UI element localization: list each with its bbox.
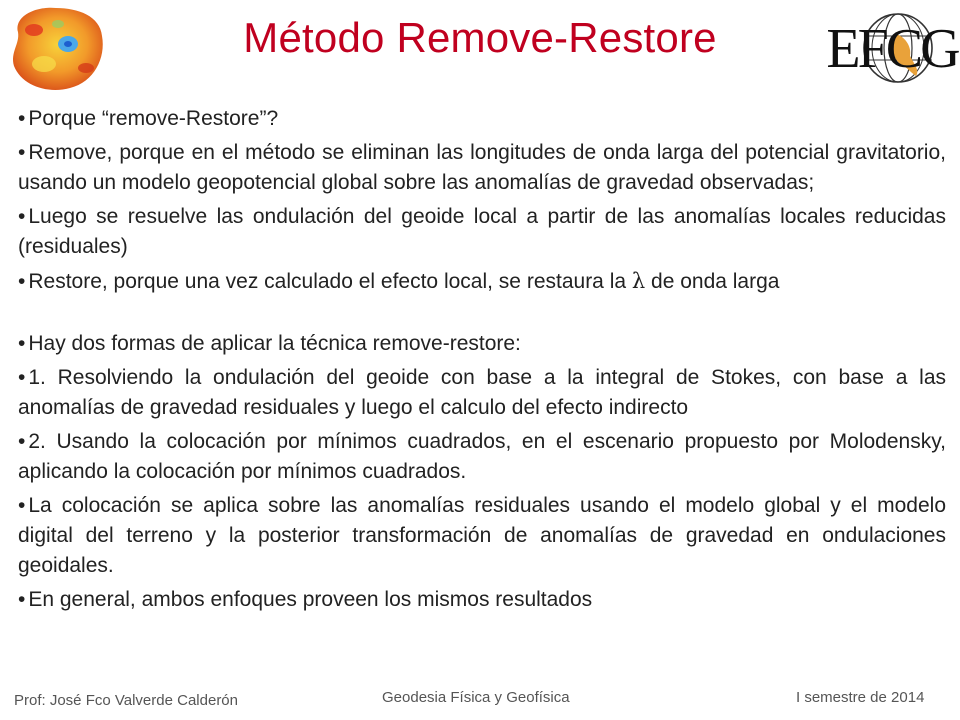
bullet-text: 2. Usando la colocación por mínimos cuadrados, en el escenario propuesto por Molodensky, aplicando la colocación por mínimos cuadrados. [18, 430, 946, 483]
bullet-text: La colocación se aplica sobre las anomalías residuales usando el modelo global y el modelo digital del terreno y la posterior transformación de anomalías de gravedad en ondulaciones geoidales. [18, 494, 946, 577]
bullet-spacer [18, 301, 946, 329]
geoid-logo-icon [4, 2, 108, 94]
bullet-item [18, 585, 946, 615]
bullet-item [18, 329, 946, 359]
bullet-item [18, 138, 946, 198]
bullet-item [18, 202, 946, 262]
lambda-symbol: λ [631, 269, 646, 293]
bullet-dot-icon: • [18, 366, 26, 389]
footer-course: Geodesia Física y Geofísica [382, 689, 570, 706]
efcg-logo [826, 6, 958, 88]
bullet-text: En general, ambos enfoques proveen los mismos resultados [28, 588, 593, 611]
bullet-dot-icon: • [18, 332, 26, 355]
bullet-dot-icon: • [18, 107, 26, 130]
bullet-item [18, 427, 946, 487]
bullet-text: Hay dos formas de aplicar la técnica remove-restore: [28, 332, 521, 355]
bullet-item [18, 363, 946, 423]
bullet-item [18, 491, 946, 581]
bullet-text: Restore, porque una vez calculado el efecto local, se restaura la [28, 270, 632, 293]
bullet-text: Porque “remove-Restore”? [28, 107, 279, 130]
bullet-dot-icon: • [18, 205, 26, 228]
bullet-dot-icon: • [18, 430, 26, 453]
bullet-item [18, 104, 946, 134]
bullet-text: 1. Resolviendo la ondulación del geoide con base a la integral de Stokes, con base a las anomalías de gravedad residuales y luego el calculo del efecto indirecto [18, 366, 946, 419]
efcg-logo-text: EFCG [826, 18, 958, 80]
bullet-list [18, 104, 946, 619]
footer-semester: I semestre de 2014 [796, 689, 925, 706]
footer-author: Prof: José Fco Valverde Calderón [14, 692, 238, 709]
bullet-dot-icon: • [18, 270, 26, 293]
bullet-dot-icon: • [18, 494, 26, 517]
bullet-dot-icon: • [18, 141, 26, 164]
slide-title: Método Remove-Restore [243, 14, 717, 61]
bullet-text: Remove, porque en el método se eliminan las longitudes de onda larga del potencial gravitatorio, usando un modelo geopotencial global sobre las anomalías de gravedad observadas; [18, 141, 946, 194]
bullet-text: Luego se resuelve las ondulación del geoide local a partir de las anomalías locales reducidas (residuales) [18, 205, 946, 258]
bullet-text: de onda larga [645, 270, 780, 293]
bullet-dot-icon: • [18, 588, 26, 611]
bullet-item [18, 266, 946, 297]
